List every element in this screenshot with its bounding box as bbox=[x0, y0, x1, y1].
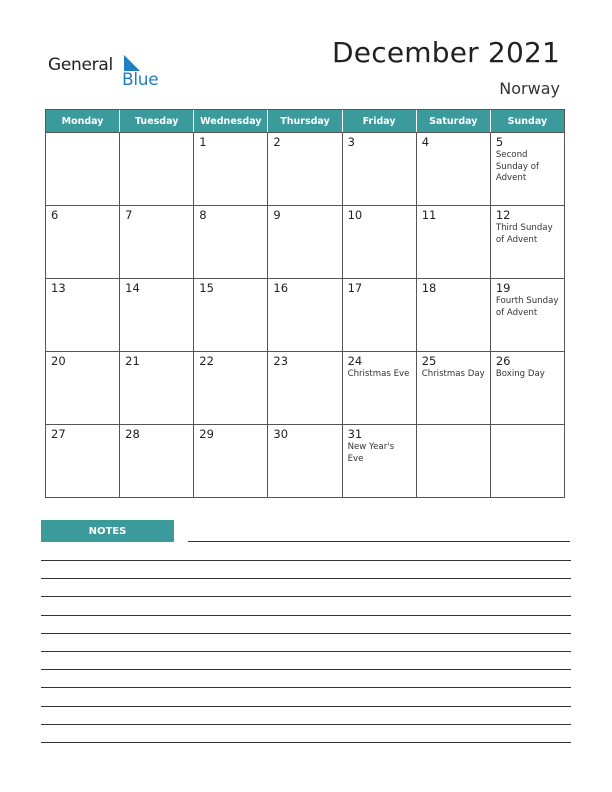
holiday-label: Christmas Day bbox=[421, 369, 485, 379]
day-cell bbox=[268, 425, 342, 497]
logo-text-blue: Blue bbox=[122, 70, 159, 90]
day-number: 15 bbox=[199, 281, 214, 295]
day-number: 3 bbox=[347, 135, 355, 149]
day-cell bbox=[491, 279, 564, 351]
day-cell bbox=[194, 206, 268, 278]
day-number: 6 bbox=[51, 208, 59, 222]
day-cell bbox=[268, 352, 342, 424]
day-cell bbox=[120, 206, 194, 278]
day-cell bbox=[46, 352, 120, 424]
day-number: 30 bbox=[273, 427, 289, 441]
day-number: 29 bbox=[199, 427, 214, 441]
weeks-container bbox=[46, 132, 564, 497]
notes-line bbox=[41, 596, 571, 597]
day-cell bbox=[46, 133, 120, 205]
notes-line bbox=[41, 687, 571, 688]
day-cell bbox=[417, 279, 491, 351]
day-cell bbox=[268, 279, 342, 351]
day-number: 5 bbox=[495, 135, 504, 149]
day-cell bbox=[120, 425, 194, 497]
day-cell bbox=[417, 352, 491, 424]
day-cell bbox=[194, 133, 268, 205]
day-cell bbox=[194, 352, 268, 424]
weekday-sunday: Sunday bbox=[507, 115, 548, 127]
day-cell bbox=[491, 352, 564, 424]
day-cell bbox=[268, 133, 342, 205]
day-cell bbox=[491, 133, 564, 205]
week-row bbox=[46, 205, 564, 278]
day-number: 21 bbox=[125, 354, 140, 368]
notes-line bbox=[41, 651, 571, 652]
day-number: 19 bbox=[495, 281, 511, 295]
day-cell bbox=[268, 206, 342, 278]
weekday-saturday: Saturday bbox=[417, 110, 491, 132]
week-row bbox=[46, 132, 564, 205]
notes-line bbox=[41, 669, 571, 670]
day-number: 14 bbox=[125, 281, 140, 295]
day-cell bbox=[491, 425, 564, 497]
week-row bbox=[46, 278, 564, 351]
day-cell bbox=[120, 352, 194, 424]
notes-line bbox=[41, 615, 571, 616]
day-number: 8 bbox=[199, 208, 207, 222]
day-number: 24 bbox=[347, 354, 363, 368]
weekday-thursday: Thursday bbox=[268, 110, 342, 132]
day-number: 1 bbox=[199, 135, 207, 149]
day-number: 13 bbox=[51, 281, 66, 295]
notes-line bbox=[41, 633, 571, 634]
weekday-header bbox=[46, 110, 564, 132]
notes-line bbox=[41, 706, 571, 707]
day-number: 7 bbox=[125, 208, 133, 222]
day-cell bbox=[194, 425, 268, 497]
day-cell bbox=[417, 425, 491, 497]
country-label: Norway bbox=[499, 79, 560, 98]
holiday-label: Third Sunday of Advent bbox=[495, 223, 553, 245]
day-number: 23 bbox=[273, 354, 289, 368]
day-cell bbox=[46, 425, 120, 497]
holiday-label: Christmas Eve bbox=[347, 369, 410, 379]
notes-line bbox=[41, 724, 571, 725]
day-number: 20 bbox=[51, 354, 66, 368]
day-cell bbox=[46, 206, 120, 278]
weekday-wednesday: Wednesday bbox=[194, 110, 268, 132]
notes-line bbox=[41, 578, 571, 579]
day-number: 2 bbox=[273, 135, 281, 149]
day-number: 17 bbox=[347, 281, 363, 295]
day-number: 10 bbox=[347, 208, 363, 222]
logo bbox=[48, 52, 159, 92]
day-cell bbox=[343, 425, 417, 497]
day-number: 9 bbox=[273, 208, 281, 222]
calendar-grid bbox=[45, 109, 565, 498]
notes-heading: NOTES bbox=[41, 520, 174, 542]
week-row bbox=[46, 424, 564, 497]
week-row bbox=[46, 351, 564, 424]
day-number: 26 bbox=[495, 354, 511, 368]
day-cell bbox=[343, 133, 417, 205]
day-cell bbox=[417, 133, 491, 205]
day-number: 22 bbox=[199, 354, 214, 368]
day-cell bbox=[343, 206, 417, 278]
weekday-tuesday: Tuesday bbox=[120, 110, 194, 132]
day-number: 28 bbox=[125, 427, 140, 441]
day-number: 16 bbox=[273, 281, 289, 295]
notes-line bbox=[188, 541, 570, 542]
day-number: 18 bbox=[421, 281, 437, 295]
day-cell bbox=[120, 133, 194, 205]
day-number: 25 bbox=[421, 354, 437, 368]
weekday-monday: Monday bbox=[46, 110, 120, 132]
page-title: December 2021 bbox=[332, 36, 560, 69]
day-cell bbox=[343, 352, 417, 424]
notes-line bbox=[41, 560, 571, 561]
notes-line bbox=[41, 742, 571, 743]
holiday-label: Boxing Day bbox=[495, 369, 545, 379]
day-number: 31 bbox=[347, 427, 363, 441]
logo-text-general: General bbox=[48, 55, 113, 75]
day-cell bbox=[491, 206, 564, 278]
holiday-label: New Year's Eve bbox=[347, 442, 395, 464]
holiday-label: Second Sunday of Advent bbox=[495, 150, 540, 183]
flag-icon bbox=[124, 55, 140, 71]
day-cell bbox=[46, 279, 120, 351]
day-cell bbox=[120, 279, 194, 351]
day-cell bbox=[343, 279, 417, 351]
day-number: 27 bbox=[51, 427, 66, 441]
day-number: 11 bbox=[421, 208, 437, 222]
holiday-label: Fourth Sunday of Advent bbox=[495, 296, 559, 318]
day-number: 12 bbox=[495, 208, 511, 222]
day-cell bbox=[194, 279, 268, 351]
day-number: 4 bbox=[421, 135, 430, 149]
day-cell bbox=[417, 206, 491, 278]
weekday-friday: Friday bbox=[343, 110, 417, 132]
